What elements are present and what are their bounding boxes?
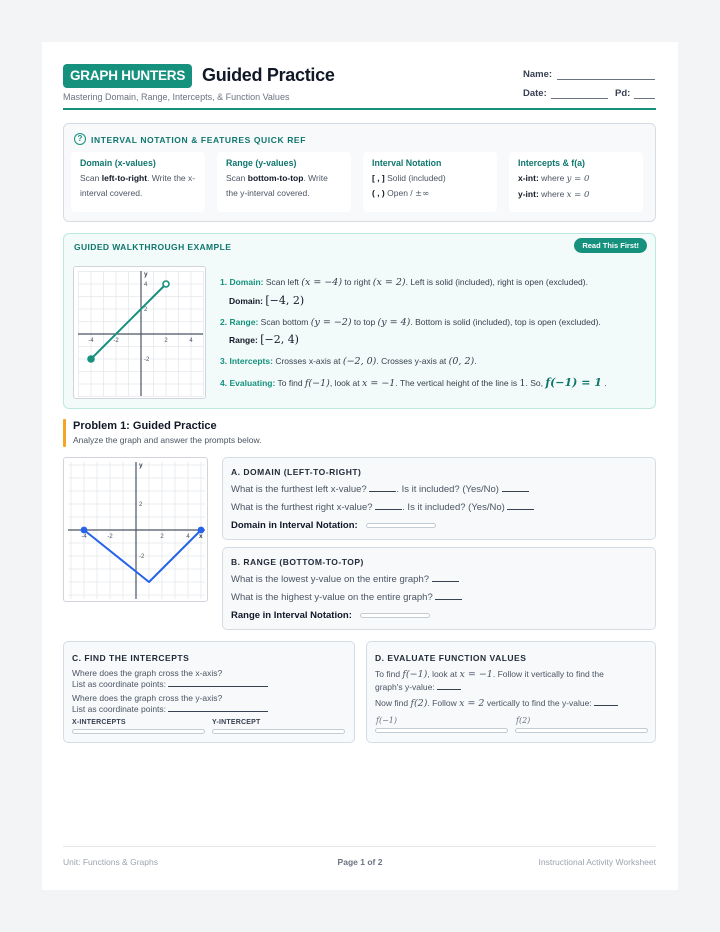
period-label: Pd:	[615, 88, 631, 99]
range-question-box	[222, 547, 656, 630]
walkthrough-title: GUIDED WALKTHROUGH EXAMPLE	[74, 242, 232, 252]
range-question-lowest: What is the lowest y-value on the entire graph?	[231, 574, 459, 585]
page-subtitle: Mastering Domain, Range, Intercepts, & Function Values	[63, 92, 290, 102]
y-intercept-label: Y-INTERCEPT	[212, 719, 261, 726]
footer-unit: Unit: Functions & Graphs	[63, 857, 158, 867]
qref-xint: x-int: where y = 0	[518, 173, 590, 184]
answer-x-intercepts-line[interactable]	[168, 686, 268, 687]
name-label: Name:	[523, 69, 553, 80]
qref-domain-text: Scan left-to-right. Write the x-interval covered.	[80, 173, 196, 198]
qref-interval-solid: [ , ] Solid (included)	[372, 173, 446, 183]
f-2-label: f(2)	[516, 716, 531, 725]
step-intercepts: 3. Intercepts: Crosses x-axis at (−2, 0). Crosses y-axis at (0, 2).	[220, 356, 477, 367]
evaluate-question-title: D. EVALUATE FUNCTION VALUES	[375, 653, 527, 663]
page-title: Guided Practice	[202, 65, 335, 85]
question-circle-icon: ?	[74, 133, 86, 145]
answer-left-included[interactable]	[502, 491, 529, 492]
example-graph-svg	[74, 267, 207, 400]
qref-yint: y-int: where x = 0	[518, 189, 590, 200]
name-field[interactable]	[557, 79, 655, 80]
step-evaluating: 4. Evaluating: To find f(−1), look at x = −1. The vertical height of the line is 1. So, f(−1) = 1 .	[220, 376, 607, 389]
step-range: 2. Range: Scan bottom (y = −2) to top (y = 4). Bottom is solid (included), top is open (excluded).	[220, 317, 601, 328]
domain-question-left: What is the furthest left x-value? . Is it included? (Yes/No)	[231, 484, 529, 495]
f-neg1-input[interactable]	[375, 728, 508, 733]
closed-endpoint	[88, 356, 94, 362]
domain-question-title: A. DOMAIN (LEFT-TO-RIGHT)	[231, 467, 362, 477]
x-tick-label: 4	[186, 534, 190, 540]
qref-card-interval	[363, 152, 497, 212]
quick-ref-title: INTERVAL NOTATION & FEATURES QUICK REF	[91, 135, 306, 145]
answer-lowest-y[interactable]	[432, 581, 459, 582]
answer-right-included[interactable]	[507, 509, 534, 510]
x-tick-label: 2	[160, 534, 164, 540]
range-notation-input[interactable]	[360, 613, 430, 618]
x-intercepts-label: X-INTERCEPTS	[72, 719, 126, 726]
answer-f-neg1-line[interactable]	[437, 689, 461, 690]
closed-endpoint	[198, 527, 205, 534]
step-domain: 1. Domain: Scan left (x = −4) to right (x = 2). Left is solid (included), right is open (excluded).	[220, 277, 588, 288]
open-endpoint	[163, 281, 169, 287]
f-neg1-label: f(−1)	[376, 716, 397, 725]
evaluate-f-neg1-question: To find f(−1), look at x = −1. Follow it vertically to find the graph's y-value:	[375, 669, 604, 692]
y-tick-label: 4	[144, 282, 148, 288]
y-axis-question: Where does the graph cross the y-axis? List as coordinate points:	[72, 693, 268, 715]
x-intercepts-input[interactable]	[72, 729, 205, 734]
domain-question-box	[222, 457, 656, 540]
x-tick-label: -2	[107, 534, 113, 540]
qref-range-text: Scan bottom-to-top. Write the y-interval covered.	[226, 173, 328, 198]
range-notation-label: Range in Interval Notation:	[231, 610, 352, 621]
intercepts-question-box	[63, 641, 355, 743]
walkthrough-panel	[63, 233, 656, 409]
footer-page-number: Page 1 of 2	[337, 857, 383, 867]
qref-interval-open: ( , ) Open / ±∞	[372, 188, 430, 199]
header-divider	[63, 108, 656, 110]
problem-accent-bar	[63, 419, 66, 447]
read-first-badge: Read This First!	[574, 238, 647, 253]
x-tick-label: -4	[81, 534, 87, 540]
qref-card-intercepts	[509, 152, 643, 212]
closed-endpoint	[81, 527, 88, 534]
domain-notation-input[interactable]	[366, 523, 436, 528]
qref-card-domain	[71, 152, 205, 212]
footer-divider	[63, 846, 656, 847]
x-tick-label: 2	[164, 338, 168, 344]
brand-badge: GRAPH HUNTERS	[63, 64, 192, 88]
problem-title: Problem 1: Guided Practice	[73, 420, 217, 432]
answer-highest-y[interactable]	[435, 599, 462, 600]
x-tick-label: -4	[88, 338, 94, 344]
answer-y-intercept-line[interactable]	[168, 711, 268, 712]
range-question-highest: What is the highest y-value on the entire graph?	[231, 592, 462, 603]
answer-left-x[interactable]	[369, 491, 396, 492]
footer-worksheet-type: Instructional Activity Worksheet	[538, 857, 656, 867]
domain-question-right: What is the furthest right x-value? . Is it included? (Yes/No)	[231, 502, 534, 513]
step-range-answer: Range: [−2, 4)	[229, 333, 299, 346]
period-field[interactable]	[634, 98, 655, 99]
intercepts-question-title: C. FIND THE INTERCEPTS	[72, 653, 190, 663]
range-question-title: B. RANGE (BOTTOM-TO-TOP)	[231, 557, 364, 567]
worksheet-page	[42, 42, 678, 890]
answer-right-x[interactable]	[375, 509, 402, 510]
quick-ref-panel	[63, 123, 656, 222]
qref-range-title: Range (y-values)	[226, 158, 297, 168]
problem-graph	[63, 457, 208, 602]
date-label: Date:	[523, 88, 547, 99]
y-tick-label: 2	[139, 502, 143, 508]
qref-interval-title: Interval Notation	[372, 158, 442, 168]
answer-f-2-line[interactable]	[594, 705, 618, 706]
problem-graph-svg	[64, 458, 209, 603]
example-graph	[73, 266, 206, 399]
evaluate-question-box	[366, 641, 656, 743]
x-tick-label: -2	[113, 338, 119, 344]
y-tick-label: -2	[144, 357, 150, 363]
qref-card-range	[217, 152, 351, 212]
y-tick-label: 2	[144, 307, 148, 313]
x-axis-question: Where does the graph cross the x-axis? List as coordinate points:	[72, 668, 268, 690]
problem-subtitle: Analyze the graph and answer the prompts below.	[73, 435, 262, 445]
y-intercept-input[interactable]	[212, 729, 345, 734]
evaluate-f-2-question: Now find f(2). Follow x = 2 vertically to find the y-value:	[375, 698, 618, 709]
f-2-input[interactable]	[515, 728, 648, 733]
qref-domain-title: Domain (x-values)	[80, 158, 156, 168]
domain-notation-label: Domain in Interval Notation:	[231, 520, 358, 531]
y-tick-label: -2	[139, 554, 145, 560]
date-field[interactable]	[551, 98, 608, 99]
step-domain-answer: Domain: [−4, 2)	[229, 294, 305, 307]
y-axis-label: y	[144, 271, 148, 278]
qref-intercepts-title: Intercepts & f(a)	[518, 158, 585, 168]
x-axis-label: x	[199, 533, 203, 540]
y-axis-label: y	[139, 462, 143, 469]
x-tick-label: 4	[189, 338, 193, 344]
